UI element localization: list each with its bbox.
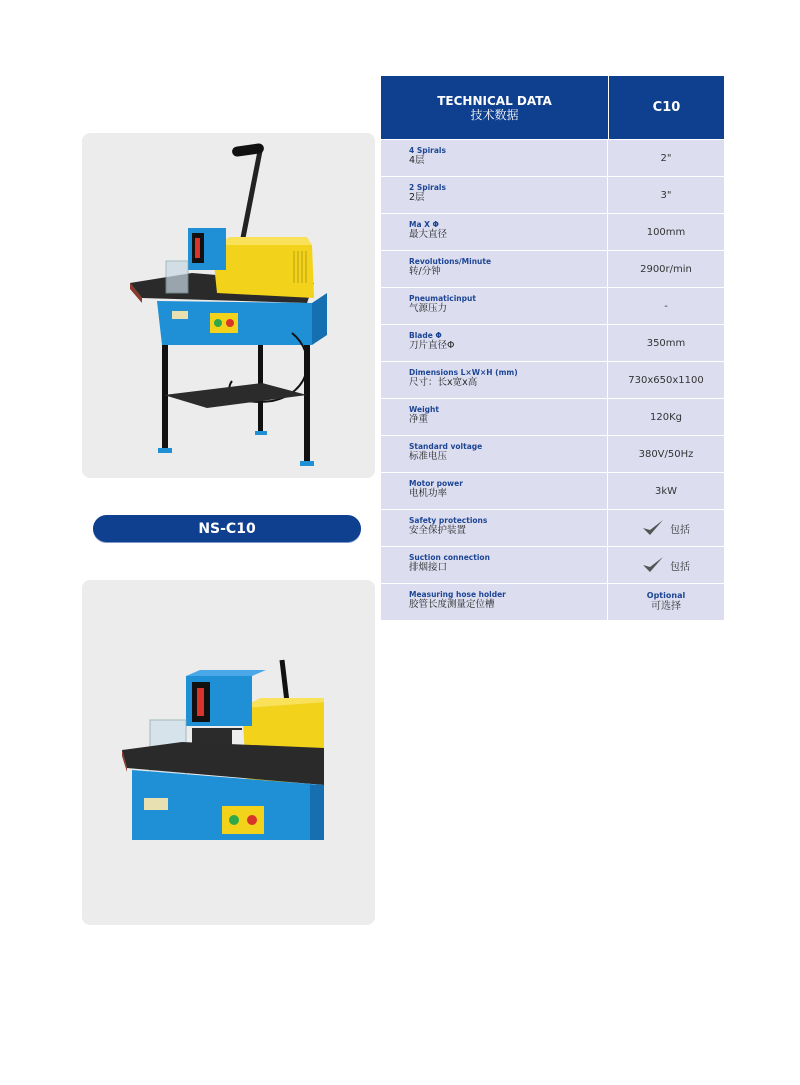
checkmark-icon bbox=[642, 556, 664, 574]
machine-closeup-illustration bbox=[82, 580, 375, 925]
row-label-zh: 安全保护装置 bbox=[409, 525, 467, 536]
table-row bbox=[381, 583, 724, 620]
row-label-en: Ma X Φ bbox=[409, 220, 439, 229]
row-label-zh: 尺寸：长x宽x高 bbox=[409, 377, 478, 388]
table-row bbox=[381, 213, 724, 250]
row-value-cell bbox=[608, 436, 724, 472]
row-label-en: Suction connection bbox=[409, 553, 490, 562]
table-row bbox=[381, 176, 724, 213]
row-value-text: 100mm bbox=[646, 226, 686, 238]
hose-cutting-machine-illustration bbox=[82, 133, 375, 478]
row-label-en: Dimensions L×W×H (mm) bbox=[409, 368, 518, 377]
table-row bbox=[381, 361, 724, 398]
row-label-cell bbox=[381, 473, 608, 509]
row-value-cell bbox=[608, 510, 724, 546]
row-value-cell bbox=[608, 140, 724, 176]
table-row bbox=[381, 324, 724, 361]
table-body bbox=[381, 139, 724, 620]
row-label-zh: 标准电压 bbox=[409, 451, 448, 462]
row-label-cell bbox=[381, 436, 608, 472]
row-label-en: 4 Spirals bbox=[409, 146, 446, 155]
row-value-cell bbox=[608, 547, 724, 583]
table-row bbox=[381, 546, 724, 583]
row-label-en: Revolutions/Minute bbox=[409, 257, 492, 266]
row-label-en: 2 Spirals bbox=[409, 183, 446, 192]
table-row bbox=[381, 139, 724, 176]
row-label-en: Weight bbox=[409, 405, 439, 414]
table-row bbox=[381, 287, 724, 324]
row-label-cell bbox=[381, 362, 608, 398]
row-value-text: 350mm bbox=[646, 337, 686, 349]
row-label-cell bbox=[381, 140, 608, 176]
row-label-zh: 排烟接口 bbox=[409, 562, 448, 573]
row-value-text: 包括 bbox=[670, 561, 690, 573]
row-value-text: 2900r/min bbox=[640, 263, 692, 275]
row-value-text: 730x650x1100 bbox=[628, 374, 704, 386]
row-label-zh: 4层 bbox=[409, 155, 425, 166]
row-value-cell bbox=[608, 584, 724, 620]
model-name-badge: NS-C10 bbox=[93, 515, 361, 542]
row-label-cell bbox=[381, 214, 608, 250]
row-value-cell bbox=[608, 251, 724, 287]
row-value-cell bbox=[608, 288, 724, 324]
machine-photo-full bbox=[82, 133, 375, 478]
table-row bbox=[381, 509, 724, 546]
row-label-en: Pneumaticinput bbox=[409, 294, 476, 303]
row-value-cell bbox=[608, 177, 724, 213]
row-label-zh: 净重 bbox=[409, 414, 429, 425]
row-value-text: 可选择 bbox=[651, 601, 681, 612]
header-title-en: TECHNICAL DATA bbox=[437, 93, 552, 108]
row-label-en: Blade Φ bbox=[409, 331, 442, 340]
row-label-cell bbox=[381, 325, 608, 361]
row-label-en: Safety protections bbox=[409, 516, 488, 525]
row-label-zh: 转/分钟 bbox=[409, 266, 441, 277]
row-label-cell bbox=[381, 177, 608, 213]
row-label-zh: 2层 bbox=[409, 192, 425, 203]
technical-data-table bbox=[381, 76, 724, 620]
row-label-cell bbox=[381, 510, 608, 546]
table-row bbox=[381, 435, 724, 472]
row-label-cell bbox=[381, 399, 608, 435]
included-indicator bbox=[642, 519, 690, 537]
row-value-cell bbox=[608, 325, 724, 361]
row-label-zh: 最大直径 bbox=[409, 229, 448, 240]
row-value-cell bbox=[608, 473, 724, 509]
row-label-en: Measuring hose holder bbox=[409, 590, 506, 599]
row-label-zh: 胶管长度测量定位槽 bbox=[409, 599, 495, 610]
row-value-cell bbox=[608, 362, 724, 398]
header-title-zh: 技术数据 bbox=[470, 107, 519, 122]
table-header bbox=[381, 76, 724, 139]
row-value-en: Optional bbox=[646, 591, 686, 600]
row-value-text: 包括 bbox=[670, 524, 690, 536]
row-label-cell bbox=[381, 288, 608, 324]
table-row bbox=[381, 472, 724, 509]
table-row bbox=[381, 398, 724, 435]
table-row bbox=[381, 250, 724, 287]
row-label-zh: 刀片直径Φ bbox=[409, 340, 455, 351]
row-value-cell bbox=[608, 214, 724, 250]
row-value-text: 2" bbox=[660, 152, 672, 164]
row-label-en: Motor power bbox=[409, 479, 463, 488]
header-model-cell: C10 bbox=[652, 100, 681, 115]
row-value-text: - bbox=[664, 300, 668, 312]
header-label-cell bbox=[381, 76, 609, 139]
row-value-text: 3" bbox=[660, 189, 672, 201]
row-label-en: Standard voltage bbox=[409, 442, 483, 451]
row-label-cell bbox=[381, 584, 608, 620]
machine-photo-closeup bbox=[82, 580, 375, 925]
row-value-cell bbox=[608, 399, 724, 435]
row-label-cell bbox=[381, 251, 608, 287]
row-label-cell bbox=[381, 547, 608, 583]
row-value-text: 120Kg bbox=[650, 411, 682, 423]
included-indicator bbox=[642, 556, 690, 574]
row-value-text: 3kW bbox=[654, 485, 678, 497]
row-label-zh: 气源压力 bbox=[409, 303, 448, 314]
row-value-text: 380V/50Hz bbox=[638, 448, 694, 460]
checkmark-icon bbox=[642, 519, 664, 537]
row-label-zh: 电机功率 bbox=[409, 488, 448, 499]
